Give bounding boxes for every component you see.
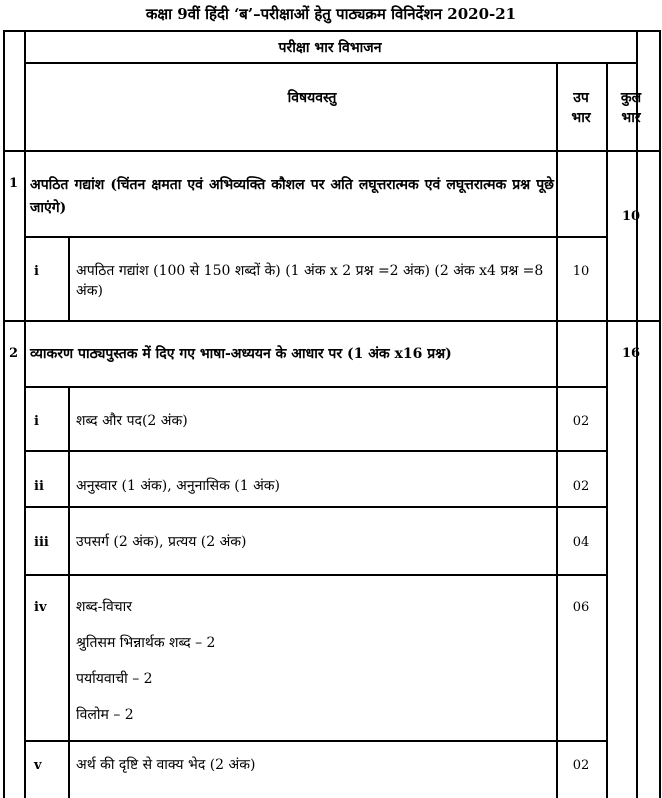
section-2-heading-divider	[24, 386, 606, 388]
section-1-total: 10	[621, 209, 641, 224]
roman-col-divider-s1	[68, 236, 70, 320]
row-divider-ii-iii	[24, 506, 606, 508]
section-1-bottom	[3, 320, 661, 322]
section-1-item-i-roman: i	[34, 264, 39, 279]
section-1-heading: अपठित गद्यांश (चिंतन क्षमता एवं अभिव्यक्ति कौशल पर अति लघूत्तरात्मक एवं लघूत्तरात्मक प्रश्न पूछे जाएंगे)	[30, 177, 554, 216]
header-row-bottom	[3, 150, 661, 152]
section-1-number: 1	[9, 176, 19, 191]
col-header-sub-weight-1: उप	[573, 90, 589, 106]
section-2-total: 16	[621, 346, 641, 361]
inner-frame-left	[24, 30, 26, 798]
section-2-item-iv-line-2: श्रुतिसम भिन्नार्थक शब्द – 2	[76, 635, 216, 651]
section-2-item-ii-roman: ii	[34, 479, 44, 494]
section-2-item-v-text: अर्थ की दृष्टि से वाक्य भेद (2 अंक)	[76, 757, 256, 773]
section-2-heading: व्याकरण पाठ्यपुस्तक में दिए गए भाषा-अध्ययन के आधार पर (1 अंक x16 प्रश्न)	[30, 346, 452, 362]
col-header-sub-weight-2: भार	[571, 110, 591, 126]
row-divider-i-ii	[24, 450, 606, 452]
section-2-item-iii-roman: iii	[34, 535, 49, 550]
inner-frame-right	[636, 30, 638, 798]
section-2-item-iii-text: उपसर्ग (2 अंक), प्रत्यय (2 अंक)	[76, 534, 247, 550]
section-1-item-i-weight: 10	[572, 264, 590, 279]
section-2-item-i-text: शब्द और पद(2 अंक)	[76, 413, 188, 429]
section-2-number: 2	[9, 346, 19, 361]
section-2-item-i-roman: i	[34, 414, 39, 429]
header-band-title: परीक्षा भार विभाजन	[278, 40, 382, 56]
section-2-item-iv-line-1: शब्द-विचार	[76, 599, 132, 615]
table-border-right	[659, 30, 661, 798]
section-2-item-iv-roman: iv	[34, 600, 47, 615]
table-border-top	[3, 30, 661, 32]
col-header-content: विषयवस्तु	[287, 90, 337, 106]
col-divider-total-weight	[606, 62, 608, 798]
roman-col-divider-s2	[68, 386, 70, 798]
col-header-total-weight-2: भार	[621, 110, 641, 126]
section-2-item-iii-weight: 04	[572, 535, 590, 550]
section-2-item-v-weight: 02	[572, 758, 590, 773]
section-2-item-v-roman: v	[34, 758, 42, 773]
col-header-total-weight-1: कुल	[620, 90, 642, 106]
header-band-divider	[24, 62, 636, 64]
section-2-item-iv-line-3: पर्यायवाची – 2	[76, 671, 153, 687]
section-2-item-iv-line-4: विलोम – 2	[76, 707, 134, 723]
section-2-item-ii-weight: 02	[572, 479, 590, 494]
section-2-item-ii-text: अनुस्वार (1 अंक), अनुनासिक (1 अंक)	[76, 478, 281, 494]
document-title: कक्षा 9वीं हिंदी ‘ब’–परीक्षाओं हेतु पाठ्यक्रम विनिर्देशन 2020-21	[145, 5, 517, 23]
table-border-left	[3, 30, 5, 798]
section-1-item-i-text: अपठित गद्यांश (100 से 150 शब्दों के) (1 अंक x 2 प्रश्न =2 अंक) (2 अंक x4 प्रश्न =8 अंक)	[76, 263, 544, 299]
section-2-item-i-weight: 02	[572, 414, 590, 429]
row-divider-iii-iv	[24, 574, 606, 576]
row-divider-iv-v	[24, 740, 606, 742]
section-2-item-iv-weight: 06	[572, 600, 590, 615]
section-1-heading-divider	[24, 236, 606, 238]
